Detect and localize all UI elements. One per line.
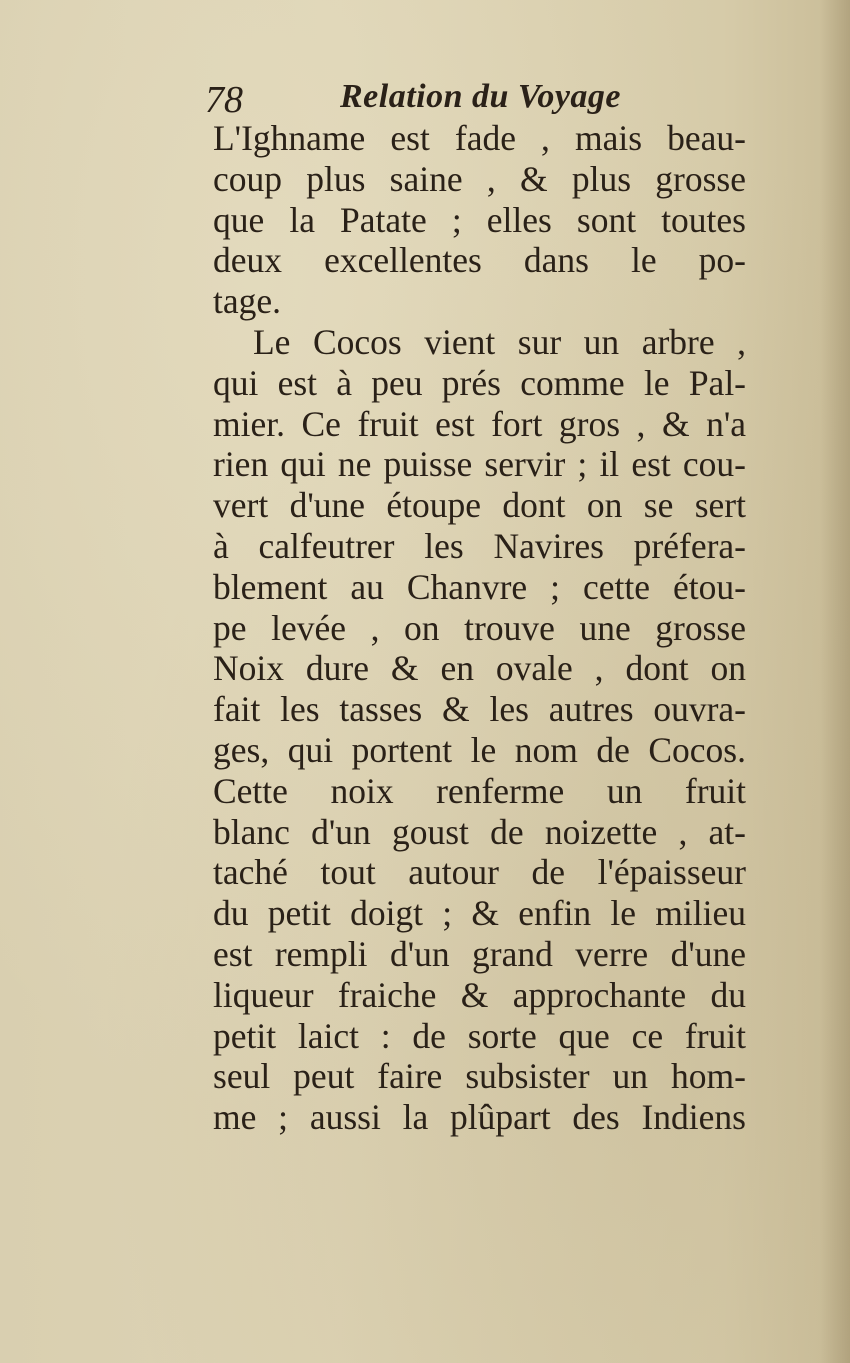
text-line: coup plus saine , & plus grosse <box>213 158 746 199</box>
text-line: deux excellentes dans le po- <box>213 240 746 281</box>
text-line: vert d'une étoupe dont on se sert <box>213 485 746 526</box>
text-line: est rempli d'un grand verre d'une <box>213 933 746 974</box>
text-line: mier. Ce fruit est fort gros , & n'a <box>213 403 746 444</box>
text-line: L'Ighname est fade , mais beau- <box>213 118 746 158</box>
text-line: fait les tasses & les autres ouvra- <box>213 689 746 730</box>
text-line: pe levée , on trouve une grosse <box>213 607 746 648</box>
running-title: Relation du Voyage <box>340 78 622 115</box>
text-line: petit laict : de sorte que ce fruit <box>213 1015 746 1056</box>
text-line: me ; aussi la plûpart des Indiens <box>213 1097 746 1138</box>
page-number: 78 <box>205 79 243 121</box>
text-line: ges, qui portent le nom de Cocos. <box>213 729 746 770</box>
page-edge-shadow <box>820 0 850 1363</box>
text-line: rien qui ne puisse servir ; il est cou- <box>213 444 746 485</box>
text-line: blement au Chanvre ; cette étou- <box>213 566 746 607</box>
text-line: tage. <box>213 281 282 322</box>
text-line: blanc d'un goust de noizette , at- <box>213 811 746 852</box>
body-text <box>213 118 746 1138</box>
text-line: que la Patate ; elles sont toutes <box>213 199 746 240</box>
text-line: Cette noix renferme un fruit <box>213 770 746 811</box>
text-line: à calfeutrer les Navires préfera- <box>213 525 746 566</box>
text-line: liqueur fraiche & approchante du <box>213 974 746 1015</box>
text-line: Noix dure & en ovale , dont on <box>213 648 746 689</box>
text-line: taché tout autour de l'épaisseur <box>213 852 746 893</box>
text-line: Le Cocos vient sur un arbre , <box>253 321 746 362</box>
text-line: seul peut faire subsister un hom- <box>213 1056 746 1097</box>
text-line: du petit doigt ; & enfin le milieu <box>213 893 746 934</box>
text-line: qui est à peu prés comme le Pal- <box>213 362 746 403</box>
running-head <box>205 70 750 120</box>
